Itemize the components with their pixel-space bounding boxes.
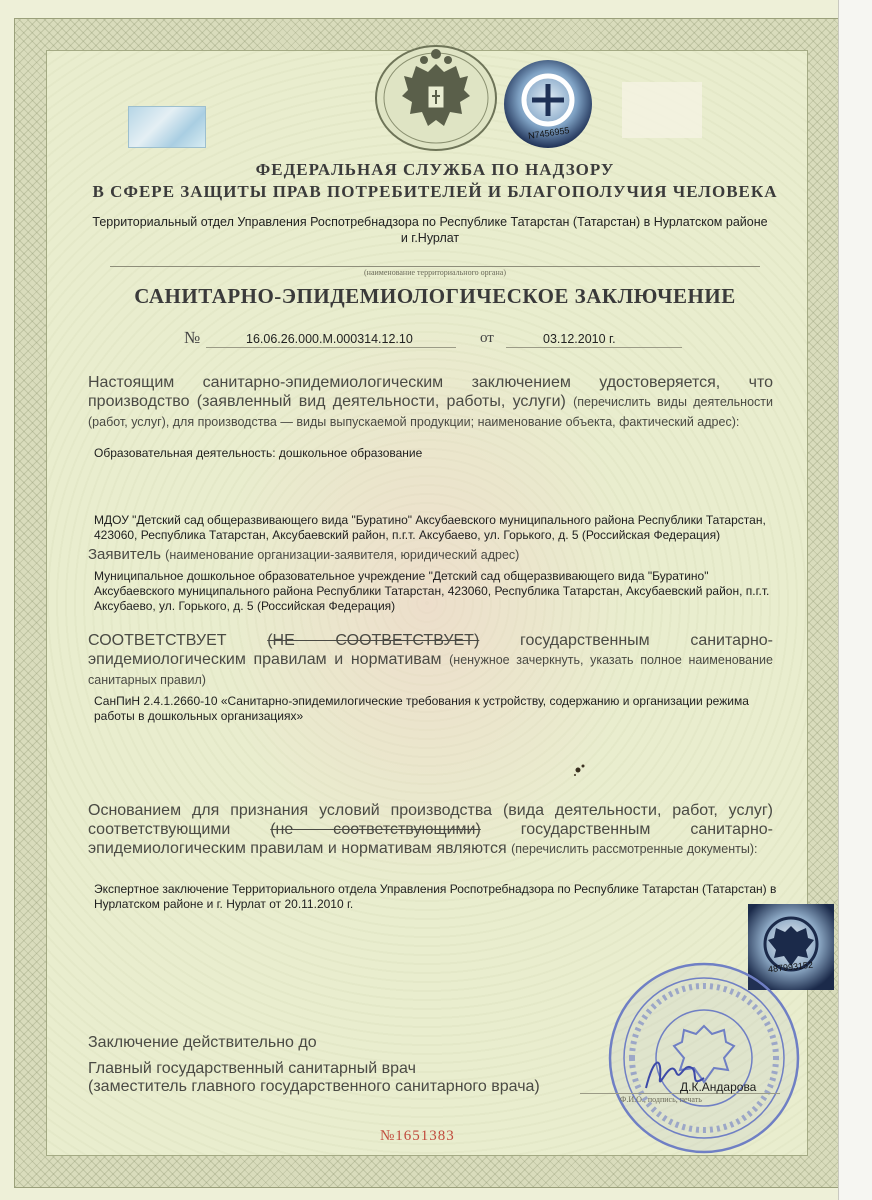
basis-statement — [88, 801, 773, 859]
divider — [110, 266, 760, 267]
applicant-label-text: Заявитель — [88, 546, 161, 563]
page-edge — [838, 0, 872, 1200]
eagle-emblem-icon — [372, 42, 500, 154]
chief-doctor-title: Главный государственный санитарный врач — [88, 1060, 416, 1077]
ink-stain — [570, 760, 590, 780]
hologram2-code: 487993152 — [767, 959, 814, 975]
agency-name-line1: ФЕДЕРАЛЬНАЯ СЛУЖБА ПО НАДЗОРУ — [255, 160, 615, 179]
basis-text-a: Основанием для признания условий производства (вида деятельности, работ, услуг) соответствующими — [88, 802, 773, 838]
basis-note: (перечислить рассмотренные документы): — [511, 842, 758, 856]
number-underline — [206, 347, 456, 348]
basis-text-b: государственным санитарно-эпидемиологическим правилам и нормативам являются — [88, 821, 773, 857]
hologram-code: N7456955 — [527, 125, 571, 141]
agency-name-line2: В СФЕРЕ ЗАЩИТЫ ПРАВ ПОТРЕБИТЕЛЕЙ И БЛАГОПОЛУЧИЯ ЧЕЛОВЕКА — [92, 182, 778, 201]
territorial-caption: (наименование территориального органа) — [364, 268, 506, 277]
conformity-note: (ненужное зачеркнуть, указать полное наименование санитарных правил) — [88, 653, 773, 687]
conforms-text: СООТВЕТСТВУЕТ — [88, 632, 227, 649]
certification-statement — [88, 373, 773, 432]
serial-number: №1651383 — [380, 1128, 455, 1144]
not-conforms-text: (НЕ СООТВЕТСТВУЕТ) — [267, 632, 480, 649]
applicant-label-note: (наименование организации-заявителя, юридический адрес) — [165, 548, 520, 562]
hologram-strip — [128, 106, 206, 148]
territorial-body: Территориальный отдел Управления Роспотребнадзора по Республике Татарстан (Татарстан) в Нурлатском районе и г.Нурлат — [92, 215, 768, 245]
document-title: САНИТАРНО-ЭПИДЕМИОЛОГИЧЕСКОЕ ЗАКЛЮЧЕНИЕ — [134, 284, 736, 308]
basis-strike: (не соответствующими) — [270, 821, 481, 838]
document-date: 03.12.2010 г. — [543, 332, 616, 346]
statement-note: (перечислить виды деятельности (работ, услуг), для производства — виды выпускаемой продукции; наименование объекта, фактический адрес): — [88, 395, 773, 429]
conformity-text: государственным санитарно-эпидемиологическим правилам и нормативам — [88, 632, 773, 668]
statement-text: Настоящим санитарно-эпидемиологическим заключением удостоверяется, что производство (заявленный вид деятельности, работы, услуги) — [88, 374, 773, 410]
conformity-statement — [88, 631, 773, 690]
deputy-doctor-title: (заместитель главного государственного санитарного врача) — [88, 1078, 540, 1095]
signer-name: Д.К.Андарова — [680, 1080, 757, 1094]
applicant-label — [88, 546, 519, 563]
date-underline — [506, 347, 682, 348]
valid-until-label: Заключение действительно до — [88, 1034, 317, 1051]
blank-area — [622, 82, 702, 138]
activity-value: Образовательная деятельность: дошкольное образование — [94, 446, 423, 460]
date-label: от — [480, 330, 494, 346]
basis-value: Экспертное заключение Территориального отдела Управления Роспотребнадзора по Республике Татарстан (Татарстан) в Нурлатском районе и г. Нурлат от 20.11.2010 г. — [94, 882, 777, 911]
facility-value: МДОУ "Детский сад общеразвивающего вида "Буратино" Аксубаевского муниципального района Республики Татарстан, 423060, Республика Татарстан, Аксубаевский район, п.г.т. Аксубаево, ул. Горького, д. 5 (Российская Федерация) — [94, 513, 766, 542]
applicant-value: Муниципальное дошкольное образовательное учреждение "Детский сад общеразвивающего вида "Буратино" Аксубаевского муниципального района Республики Татарстан, 423060, Республика Татарстан, Аксубаевский район, п.г.т. Аксубаево, ул. Горького, д. 5 (Российская Федерация) — [94, 569, 770, 613]
sanitary-rules-value: СанПиН 2.4.1.2660-10 «Санитарно-эпидемилогические требования к устройству, содержанию и организации режима работы в дошкольных организациях» — [94, 694, 749, 723]
signer-caption: Ф.И.О., подпись, печать — [620, 1095, 702, 1104]
document-number: 16.06.26.000.М.000314.12.10 — [246, 332, 413, 346]
number-label: № — [184, 328, 201, 347]
